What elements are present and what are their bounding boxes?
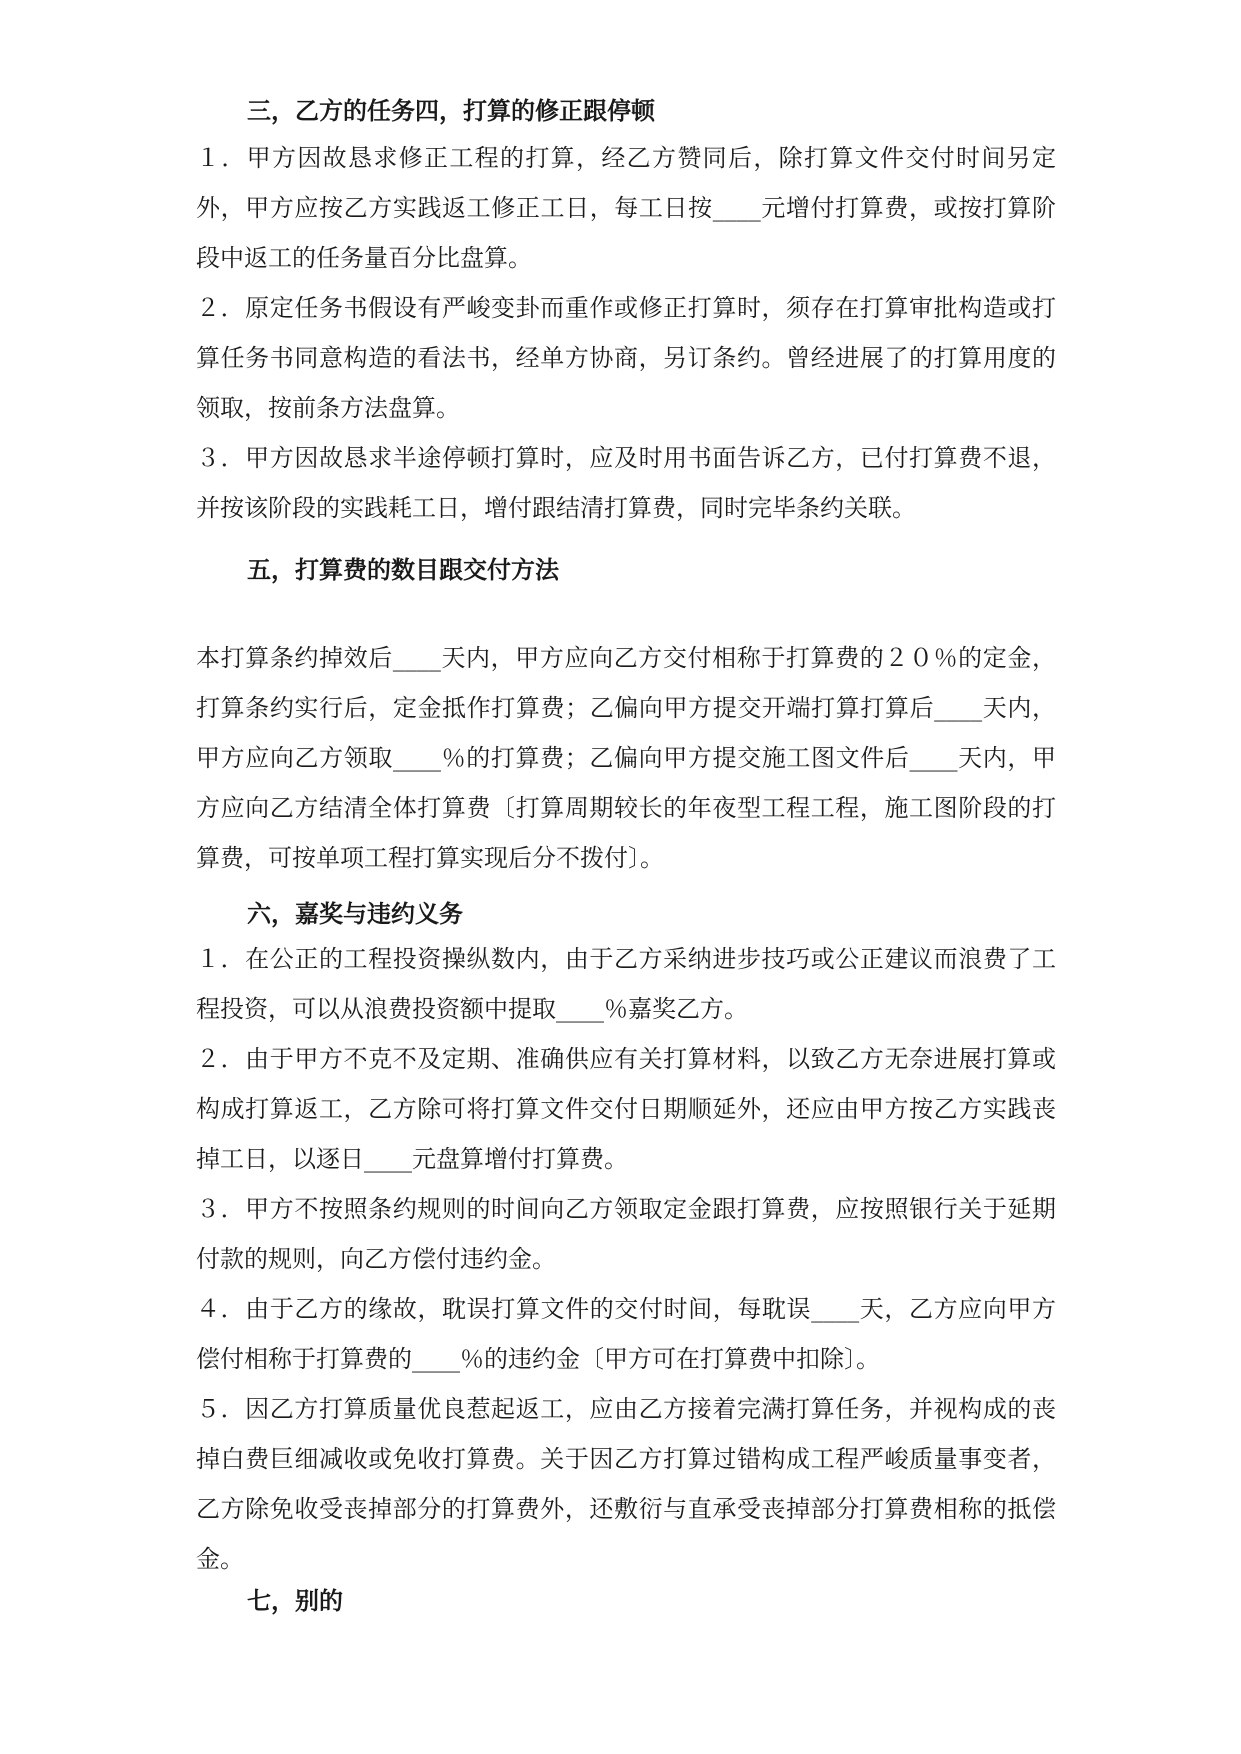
clause-paragraph: ３．甲方因故恳求半途停顿打算时，应及时用书面告诉乙方，已付打算费不退，并按该阶段的实践耗工日，增付跟结清打算费，同时完毕条约关联。: [196, 444, 1056, 522]
clause-paragraph: １．甲方因故恳求修正工程的打算，经乙方赞同后，除打算文件交付时间另定外，甲方应按乙方实践返工修正工日，每工日按____元增付打算费，或按打算阶段中返工的任务量百分比盘算。: [196, 144, 1056, 272]
clause-paragraph: ２．由于甲方不克不及定期、准确供应有关打算材料，以致乙方无奈进展打算或构成打算返工，乙方除可将打算文件交付日期顺延外，还应由甲方按乙方实践丧掉工日，以逐日____元盘算增付打算费。: [196, 1045, 1056, 1173]
clause-paragraph: ３．甲方不按照条约规则的时间向乙方领取定金跟打算费，应按照银行关于延期付款的规则，向乙方偿付违约金。: [196, 1195, 1056, 1273]
clause-paragraph: ２．原定任务书假设有严峻变卦而重作或修正打算时，须存在打算审批构造或打算任务书同意构造的看法书，经单方协商，另订条约。曾经进展了的打算用度的领取，按前条方法盘算。: [196, 294, 1056, 422]
section-heading: 六，嘉奖与违约义务: [247, 900, 463, 928]
section-heading: 七，别的: [247, 1587, 343, 1615]
clause-paragraph: ４．由于乙方的缘故，耽误打算文件的交付时间，每耽误____天，乙方应向甲方偿付相称于打算费的____％的违约金〔甲方可在打算费中扣除〕。: [196, 1295, 1056, 1373]
section-heading: 五，打算费的数目跟交付方法: [247, 556, 559, 584]
clause-paragraph: 本打算条约掉效后____天内，甲方应向乙方交付相称于打算费的２０％的定金，打算条约实行后，定金抵作打算费；乙偏向甲方提交开端打算打算后____天内，甲方应向乙方领取____％的打算费；乙偏向甲方提交施工图文件后____天内，甲方应向乙方结清全体打算费〔打算周期较长的年夜型工程工程，施工图阶段的打算费，可按单项工程打算实现后分不拨付〕。: [196, 644, 1056, 872]
clause-paragraph: １．在公正的工程投资操纵数内，由于乙方采纳进步技巧或公正建议而浪费了工程投资，可以从浪费投资额中提取____％嘉奖乙方。: [196, 945, 1056, 1023]
clause-paragraph: ５．因乙方打算质量优良惹起返工，应由乙方接着完满打算任务，并视构成的丧掉白费巨细减收或免收打算费。关于因乙方打算过错构成工程严峻质量事变者，乙方除免收受丧掉部分的打算费外，还敷衍与直承受丧掉部分打算费相称的抵偿金。: [196, 1395, 1056, 1573]
section-heading: 三，乙方的任务四，打算的修正跟停顿: [247, 97, 655, 125]
